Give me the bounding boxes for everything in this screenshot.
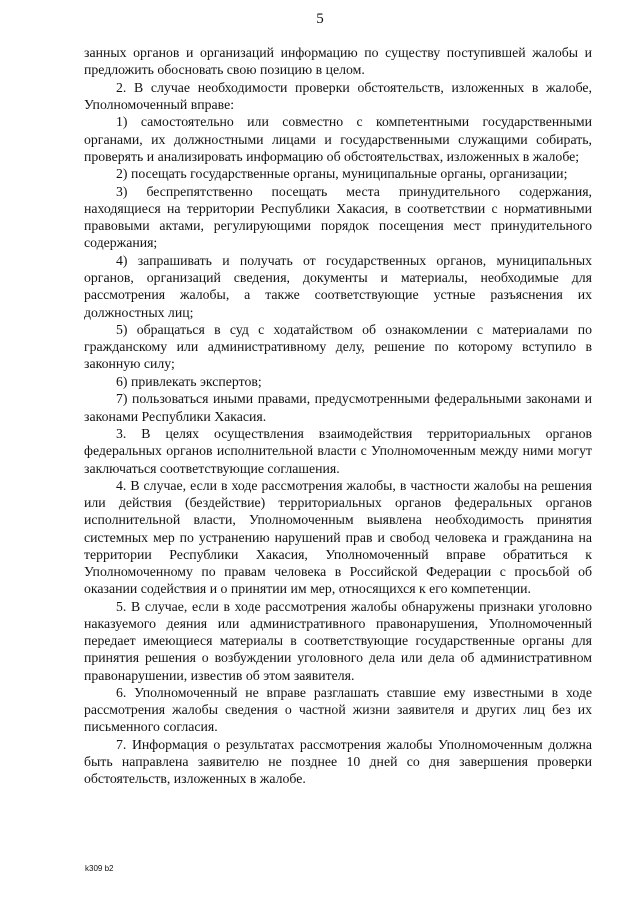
body-text (84, 44, 592, 788)
page-number: 5 (316, 11, 324, 27)
paragraph-clause-2: 2. В случае необходимости проверки обстоятельств, изложенных в жалобе, Уполномоченный вправе: (84, 79, 592, 112)
paragraph-item-4: 4) запрашивать и получать от государственных органов, муниципальных органов, организаций сведения, документы и материалы, необходимые для рассмотрения жалобы, а также соответствующие устные разъяснения их должностных лиц; (84, 252, 592, 320)
paragraph-clause-3: 3. В целях осуществления взаимодействия территориальных органов федеральных органов исполнительной власти с Уполномоченным между ними могут заключаться соответствующие соглашения. (84, 426, 592, 476)
paragraph-clause-6: 6. Уполномоченный не вправе разглашать ставшие ему известными в ходе рассмотрения жалобы сведения о частной жизни заявителя и других лиц без их письменного согласия. (84, 685, 592, 735)
paragraph-item-1: 1) самостоятельно или совместно с компетентными государственными органами, их должностными лицами и государственными служащими собирать, проверять и анализировать информацию об обстоятельствах, изложенных в жалобе; (84, 114, 592, 164)
paragraph-item-5: 5) обращаться в суд с ходатайством об ознакомлении с материалами по гражданскому или административному делу, решение по которому вступило в законную силу; (84, 322, 592, 372)
paragraph-item-3: 3) беспрепятственно посещать места принудительного содержания, находящиеся на территории Республики Хакасия, в соответствии с нормативными правовыми актами, регулирующими порядок посещения мест принудительного содержания; (84, 183, 592, 251)
document-code: k309 b2 (85, 864, 114, 873)
paragraph-item-6: 6) привлекать экспертов; (116, 373, 262, 389)
paragraph-continuation: занных органов и организаций информацию по существу поступившей жалобы и предложить обосновать свою позицию в целом. (84, 45, 592, 78)
paragraph-clause-7: 7. Информация о результатах рассмотрения жалобы Уполномоченным должна быть направлена заявителю не позднее 10 дней со дня завершения проверки обстоятельств, изложенных в жалобе. (84, 736, 592, 787)
paragraph-item-2: 2) посещать государственные органы, муниципальные органы, организации; (116, 166, 568, 182)
paragraph-item-7: 7) пользоваться иными правами, предусмотренными федеральными законами и законами Республики Хакасия. (84, 391, 592, 424)
paragraph-clause-4: 4. В случае, если в ходе рассмотрения жалобы, в частности жалобы на решения или действия (бездействие) территориальных органов федеральных органов исполнительной власти, Уполномоченным выявлена необходимость принятия системных мер по устранению нарушений прав и свобод человека и гражданина на территории Республики Хакасия, Уполномоченный вправе обратиться к Уполномоченному по правам человека в Российской Федерации с просьбой об оказании содействия и о принятии им мер, относящихся к его компетенции. (84, 478, 592, 597)
paragraph-clause-5: 5. В случае, если в ходе рассмотрения жалобы обнаружены признаки уголовно наказуемого деяния или административного правонарушения, Уполномоченный передает имеющиеся материалы в соответствующие государственные органы для принятия решения о возбуждении уголовного дела или дела об административном правонарушении, известив об этом заявителя. (84, 598, 592, 683)
